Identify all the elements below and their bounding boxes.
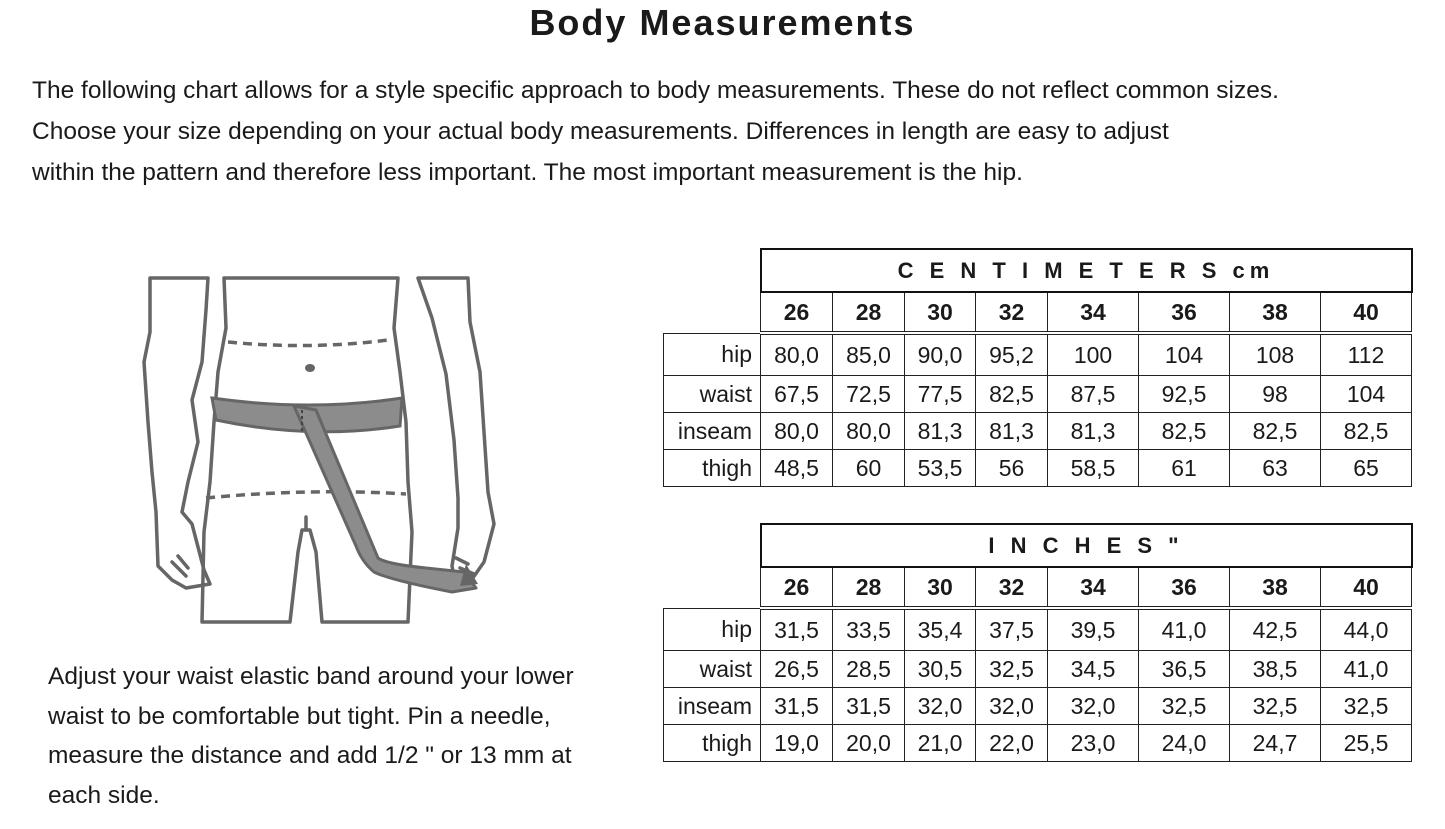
table-cell: 58,5 — [1048, 450, 1139, 487]
table-cell: 82,5 — [1321, 413, 1412, 450]
row-label: hip — [664, 608, 761, 651]
table-corner — [664, 567, 761, 608]
table-cell: 61 — [1139, 450, 1230, 487]
table-cell: 82,5 — [1230, 413, 1321, 450]
table-cell: 32,5 — [1139, 688, 1230, 725]
size-header: 30 — [905, 292, 976, 333]
table-cell: 24,0 — [1139, 725, 1230, 762]
table-cell: 48,5 — [761, 450, 833, 487]
table-cell: 24,7 — [1230, 725, 1321, 762]
table-row — [664, 725, 1412, 762]
table-row — [664, 450, 1412, 487]
table-row — [664, 651, 1412, 688]
table-row — [664, 413, 1412, 450]
size-header: 34 — [1048, 567, 1139, 608]
table-cell: 53,5 — [905, 450, 976, 487]
table-cell: 56 — [976, 450, 1048, 487]
table-cell: 32,5 — [976, 651, 1048, 688]
note-line: measure the distance and add 1/2 " or 13 mm at — [48, 742, 572, 769]
table-row — [664, 608, 1412, 651]
table-corner — [664, 292, 761, 333]
table-cell: 87,5 — [1048, 376, 1139, 413]
table-cell: 81,3 — [976, 413, 1048, 450]
table-cell: 19,0 — [761, 725, 833, 762]
row-label: waist — [664, 651, 761, 688]
size-header: 32 — [976, 567, 1048, 608]
intro-line: within the pattern and therefore less important. The most important measurement is the hip. — [32, 159, 1023, 186]
intro-line: The following chart allows for a style specific approach to body measurements. These do not reflect common sizes. — [32, 77, 1279, 104]
note-line: Adjust your waist elastic band around your lower — [48, 663, 574, 690]
unit-header: C E N T I M E T E R S cm — [761, 249, 1412, 292]
table-cell: 82,5 — [1139, 413, 1230, 450]
table-cell: 85,0 — [833, 333, 905, 376]
table-cell: 60 — [833, 450, 905, 487]
size-header: 36 — [1139, 567, 1230, 608]
intro-text — [32, 70, 1432, 193]
unit-header: I N C H E S " — [761, 524, 1412, 567]
table-cell: 95,2 — [976, 333, 1048, 376]
table-cell: 104 — [1321, 376, 1412, 413]
body-measurement-illustration — [130, 262, 510, 632]
table-cell: 65 — [1321, 450, 1412, 487]
table-cell: 26,5 — [761, 651, 833, 688]
size-header: 32 — [976, 292, 1048, 333]
waist-instruction — [48, 657, 628, 815]
table-cell: 81,3 — [905, 413, 976, 450]
page-title: Body Measurements — [529, 2, 916, 43]
table-cell: 34,5 — [1048, 651, 1139, 688]
row-label: waist — [664, 376, 761, 413]
table-cell: 22,0 — [976, 725, 1048, 762]
table-cell: 23,0 — [1048, 725, 1139, 762]
table-cell: 35,4 — [905, 608, 976, 651]
table-cell: 33,5 — [833, 608, 905, 651]
centimeters-table — [663, 248, 1413, 487]
table-cell: 21,0 — [905, 725, 976, 762]
table-cell: 41,0 — [1139, 608, 1230, 651]
row-label: hip — [664, 333, 761, 376]
row-label: inseam — [664, 688, 761, 725]
table-cell: 25,5 — [1321, 725, 1412, 762]
table-cell: 30,5 — [905, 651, 976, 688]
table-cell: 82,5 — [976, 376, 1048, 413]
row-label: thigh — [664, 725, 761, 762]
table-cell: 90,0 — [905, 333, 976, 376]
table-cell: 80,0 — [833, 413, 905, 450]
table-corner — [664, 249, 761, 292]
note-line: waist to be comfortable but tight. Pin a needle, — [48, 702, 551, 730]
table-cell: 80,0 — [761, 333, 833, 376]
table-cell: 98 — [1230, 376, 1321, 413]
table-cell: 100 — [1048, 333, 1139, 376]
row-label: inseam — [664, 413, 761, 450]
table-cell: 41,0 — [1321, 651, 1412, 688]
table-cell: 37,5 — [976, 608, 1048, 651]
table-cell: 67,5 — [761, 376, 833, 413]
table-cell: 38,5 — [1230, 651, 1321, 688]
table-cell: 42,5 — [1230, 608, 1321, 651]
table-cell: 32,0 — [1048, 688, 1139, 725]
table-row — [664, 333, 1412, 376]
row-label: thigh — [664, 450, 761, 487]
table-cell: 72,5 — [833, 376, 905, 413]
table-cell: 104 — [1139, 333, 1230, 376]
size-header: 38 — [1230, 292, 1321, 333]
table-cell: 32,5 — [1321, 688, 1412, 725]
table-cell: 32,0 — [976, 688, 1048, 725]
table-cell: 77,5 — [905, 376, 976, 413]
table-cell: 31,5 — [761, 688, 833, 725]
table-cell: 31,5 — [833, 688, 905, 725]
table-row — [664, 688, 1412, 725]
table-corner — [664, 524, 761, 567]
table-cell: 112 — [1321, 333, 1412, 376]
table-cell: 31,5 — [761, 608, 833, 651]
table-cell: 80,0 — [761, 413, 833, 450]
size-header: 28 — [833, 292, 905, 333]
size-header: 26 — [761, 292, 833, 333]
table-cell: 32,5 — [1230, 688, 1321, 725]
size-header: 28 — [833, 567, 905, 608]
size-header: 40 — [1321, 567, 1412, 608]
table-cell: 63 — [1230, 450, 1321, 487]
size-header: 26 — [761, 567, 833, 608]
table-cell: 32,0 — [905, 688, 976, 725]
table-cell: 92,5 — [1139, 376, 1230, 413]
note-line: each side. — [48, 781, 160, 809]
table-cell: 44,0 — [1321, 608, 1412, 651]
table-cell: 36,5 — [1139, 651, 1230, 688]
table-row — [664, 376, 1412, 413]
table-cell: 20,0 — [833, 725, 905, 762]
inches-table — [663, 523, 1413, 762]
size-header: 38 — [1230, 567, 1321, 608]
table-cell: 81,3 — [1048, 413, 1139, 450]
size-header: 30 — [905, 567, 976, 608]
table-cell: 39,5 — [1048, 608, 1139, 651]
size-header: 36 — [1139, 292, 1230, 333]
size-header: 40 — [1321, 292, 1412, 333]
intro-line: Choose your size depending on your actual body measurements. Differences in length are easy to adjust — [32, 118, 1169, 145]
size-header: 34 — [1048, 292, 1139, 333]
table-cell: 108 — [1230, 333, 1321, 376]
table-cell: 28,5 — [833, 651, 905, 688]
